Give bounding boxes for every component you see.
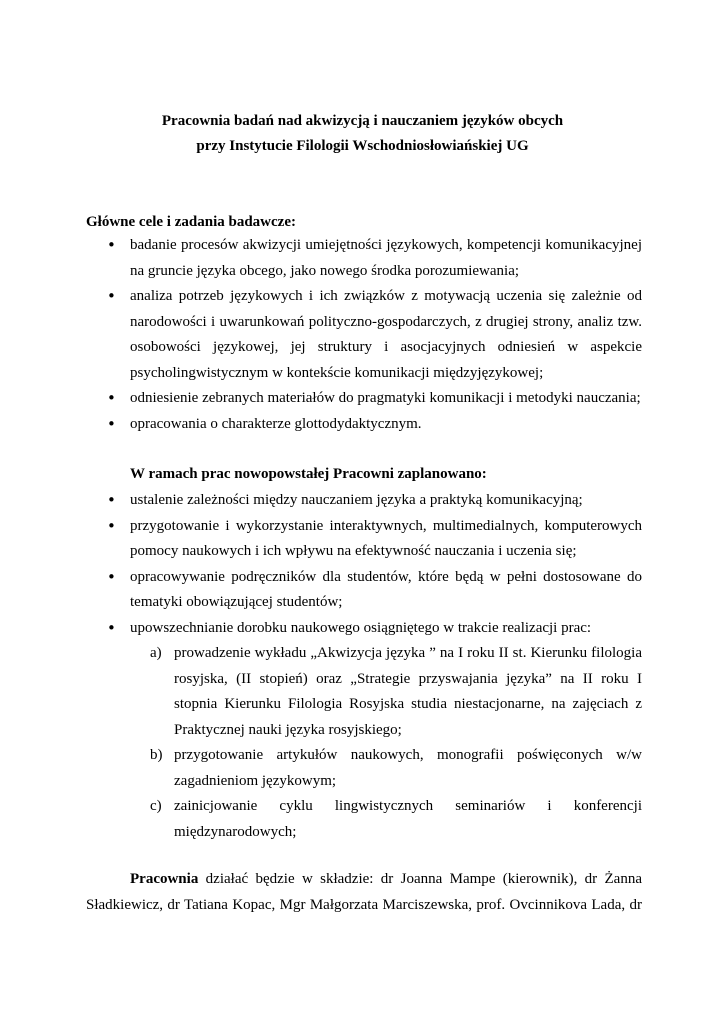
sub-list-mark: c) bbox=[150, 798, 162, 814]
list-item bbox=[86, 565, 642, 616]
sub-list-mark: a) bbox=[150, 645, 162, 661]
closing-text: działać będzie w składzie: dr Joanna Mampe (kierownik), dr Żanna Sładkiewicz, dr Tatiana Kopac, Mgr Małgorzata Marciszewska, prof. Ovcinnikova Lada, dr bbox=[86, 871, 642, 913]
list-item-text: ustalenie zależności między nauczaniem języka a praktyką komunikacyjną; bbox=[130, 492, 583, 508]
list-item-text: opracowania o charakterze glottodydaktycznym. bbox=[130, 415, 422, 432]
sub-list-text: przygotowanie artykułów naukowych, monografii poświęconych w/w zagadnieniom językowym; bbox=[174, 747, 642, 789]
list-item-text: opracowywanie podręczników dla studentów, które będą w pełni dostosowane do tematyki obowiązującej studentów; bbox=[130, 568, 642, 610]
sub-list-item bbox=[130, 743, 642, 794]
sub-list-item bbox=[130, 641, 642, 743]
section2-list bbox=[86, 488, 642, 845]
document-title-line2: przy Instytucie Filologii Wschodniosłowiańskiej UG bbox=[196, 138, 529, 154]
list-item bbox=[86, 412, 642, 438]
list-item-text: upowszechnianie dorobku naukowego osiągniętego w trakcie realizacji prac: bbox=[130, 619, 592, 636]
closing-paragraph bbox=[86, 867, 642, 918]
list-item bbox=[86, 386, 642, 412]
list-item bbox=[86, 514, 642, 565]
list-item bbox=[86, 284, 642, 386]
sub-list-mark: b) bbox=[150, 747, 163, 763]
section1-heading: Główne cele i zadania badawcze: bbox=[86, 214, 296, 230]
list-item bbox=[86, 616, 642, 846]
list-item-text: przygotowanie i wykorzystanie interaktywnych, multimedialnych, komputerowych pomocy naukowych i ich wpływu na efektywność nauczania i uczenia się; bbox=[130, 517, 642, 559]
sub-list bbox=[130, 641, 642, 845]
section2-heading: W ramach prac nowopowstałej Pracowni zaplanowano: bbox=[130, 466, 487, 482]
list-item-text: odniesienie zebranych materiałów do pragmatyki komunikacji i metodyki nauczania; bbox=[130, 390, 641, 406]
sub-list-text: prowadzenie wykładu „Akwizycja języka ” na I roku II st. Kierunku filologia rosyjska, (II stopień) oraz „Strategie przyswajania języka” na II roku I stopnia Kierunku Filologia Rosyjska studia niestacjonarne, na zajęciach z Praktycznej nauki języka rosyjskiego; bbox=[174, 645, 642, 738]
section1-list bbox=[86, 233, 642, 437]
list-item bbox=[86, 488, 642, 514]
closing-bold-word: Pracownia bbox=[130, 871, 199, 887]
sub-list-item bbox=[130, 794, 642, 845]
document-title-line1: Pracownia badań nad akwizycją i nauczaniem języków obcych bbox=[161, 113, 564, 129]
list-item bbox=[86, 233, 642, 284]
list-item-text: badanie procesów akwizycji umiejętności językowych, kompetencji komunikacyjnej na gruncie języka obcego, jako nowego środka porozumiewania; bbox=[130, 237, 642, 279]
sub-list-text: zainicjowanie cyklu lingwistycznych seminariów i konferencji międzynarodowych; bbox=[174, 798, 642, 840]
list-item-text: analiza potrzeb językowych i ich związków z motywacją uczenia się zależnie od narodowości i uwarunkowań polityczno-gospodarczych, z drugiej strony, analiz tzw. osobowości językowej, jej struktury i asocjacyjnych odniesień w aspekcie psycholingwistycznym w kontekście komunikacji międzyjęzykowej; bbox=[130, 288, 642, 381]
